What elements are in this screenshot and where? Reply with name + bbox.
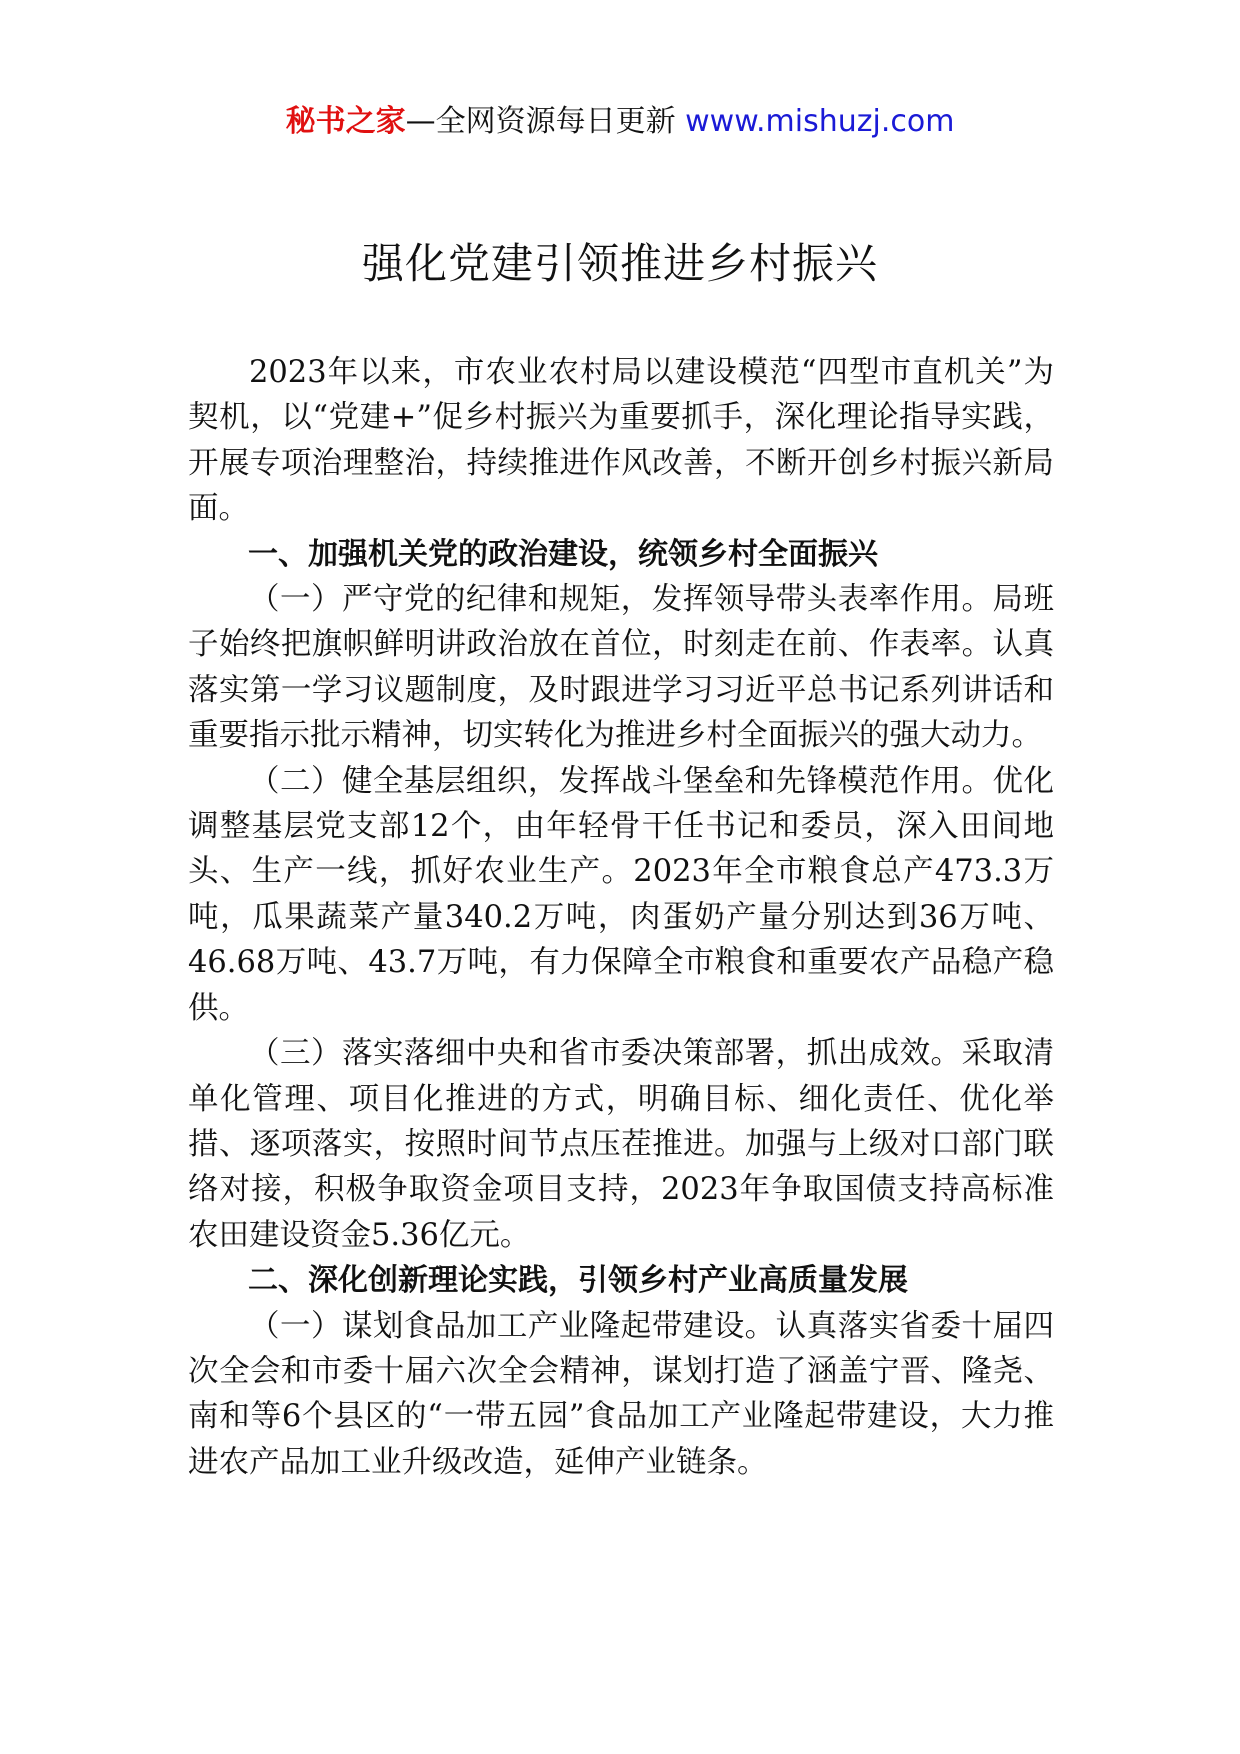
intro-paragraph: 2023年以来，市农业农村局以建设模范“四型市直机关”为契机，以“党建+”促乡村振兴为重要抓手，深化理论指导实践，开展专项治理整治，持续推进作风改善，不断开创乡村振兴新局面。 bbox=[188, 355, 1054, 527]
document-title: 强化党建引领推进乡村振兴 bbox=[361, 239, 878, 288]
site-url-link[interactable]: www.mishuzj.com bbox=[685, 104, 955, 139]
document-body bbox=[188, 350, 1054, 1485]
site-brand: 秘书之家 bbox=[285, 104, 406, 139]
body-paragraph: （三）落实落细中央和省市委决策部署，抓出成效。采取清单化管理、项目化推进的方式，明确目标、细化责任、优化举措、逐项落实，按照时间节点压茬推进。加强与上级对口部门联络对接，积极争取资金项目支持，2023年争取国债支持高标准农田建设资金5.36亿元。 bbox=[188, 1036, 1054, 1253]
body-paragraph: （一）严守党的纪律和规矩，发挥领导带头表率作用。局班子始终把旗帜鲜明讲政治放在首位，时刻走在前、作表率。认真落实第一学习议题制度，及时跟进学习习近平总书记系列讲话和重要指示批示精神，切实转化为推进乡村全面振兴的强大动力。 bbox=[188, 582, 1054, 754]
body-paragraph: （一）谋划食品加工产业隆起带建设。认真落实省委十届四次全会和市委十届六次全会精神，谋划打造了涵盖宁晋、隆尧、南和等6个县区的“一带五园”食品加工产业隆起带建设，大力推进农产品加工业升级改造，延伸产业链条。 bbox=[188, 1308, 1054, 1480]
section-heading-1: 一、加强机关党的政治建设，统领乡村全面振兴 bbox=[248, 536, 878, 572]
site-tagline: —全网资源每日更新 bbox=[405, 104, 676, 139]
section-heading-2: 二、深化创新理论实践，引领乡村产业高质量发展 bbox=[248, 1263, 908, 1299]
site-header bbox=[0, 100, 1240, 144]
body-paragraph: （二）健全基层组织，发挥战斗堡垒和先锋模范作用。优化调整基层党支部12个，由年轻骨干任书记和委员，深入田间地头、生产一线，抓好农业生产。2023年全市粮食总产473.3万吨，瓜果蔬菜产量340.2万吨，肉蛋奶产量分别达到36万吨、46.68万吨、43.7万吨，有力保障全市粮食和重要农产品稳产稳供。 bbox=[188, 763, 1054, 1026]
